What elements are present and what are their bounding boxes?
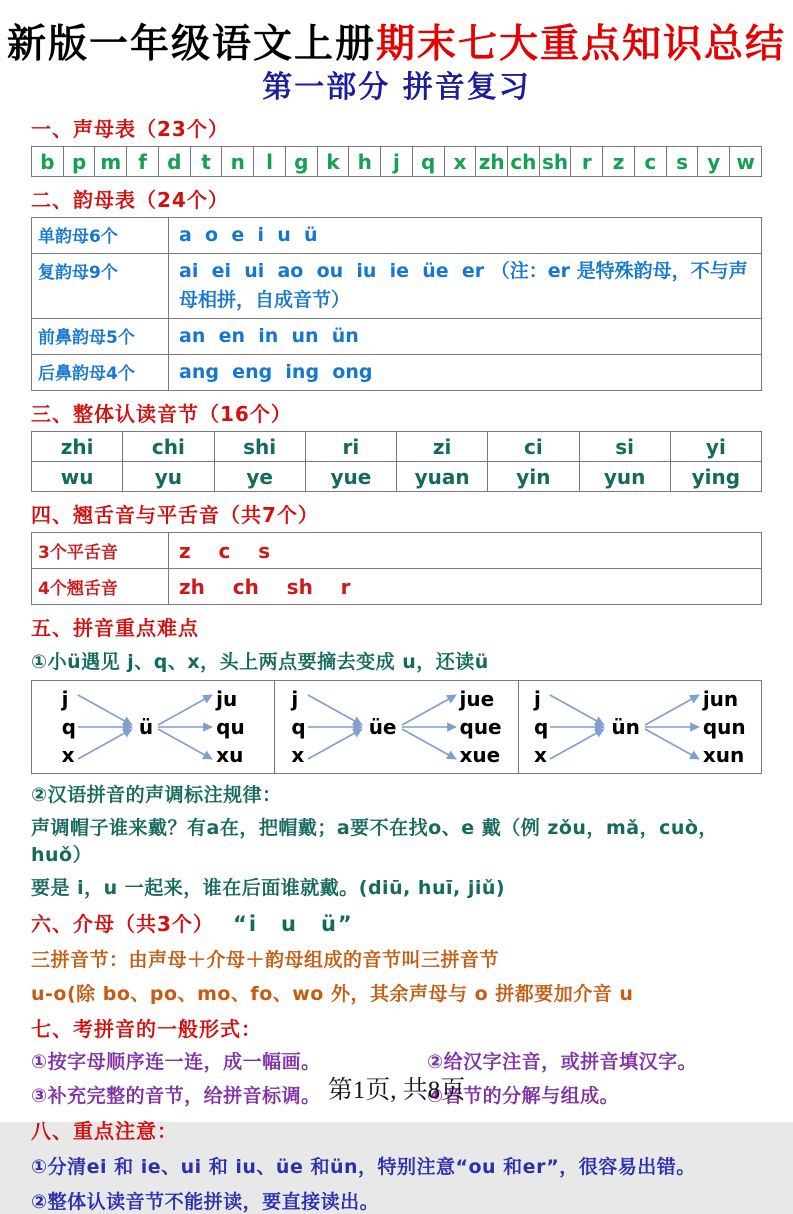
- table-row: [32, 147, 762, 177]
- syllable-cell: zhi: [32, 432, 123, 462]
- title-red-part: 期末七大重点知识总结: [376, 22, 787, 67]
- tongue-row-label: 3个平舌音: [32, 533, 169, 569]
- finals-row-label: 复韵母9个: [32, 254, 169, 319]
- converging-arrows-icon: [548, 685, 610, 769]
- initial-cell: g: [285, 147, 317, 177]
- initial-cell: d: [158, 147, 190, 177]
- diagram-syllable: qu: [216, 715, 245, 740]
- initial-cell: m: [95, 147, 127, 177]
- finals-row-label: 后鼻韵母4个: [32, 355, 169, 391]
- tone-rule-line-2: 要是 i，u 一起来，谁在后面谁就戴。(diū, huī, jiǔ): [31, 877, 506, 900]
- diagram-right-syllables: [460, 686, 502, 768]
- syllable-cell: shi: [214, 432, 305, 462]
- converging-arrows-icon: [306, 685, 368, 769]
- diagram-right-syllables: [703, 686, 746, 768]
- diverging-arrows-icon: [641, 685, 703, 769]
- table-row: [32, 681, 762, 774]
- syllable-cell: yue: [305, 462, 396, 492]
- syllable-cell: yuan: [397, 462, 488, 492]
- initial-cell: c: [634, 147, 666, 177]
- table-row: [32, 355, 762, 391]
- diverging-arrows-icon: [154, 685, 216, 769]
- initial-cell: n: [222, 147, 254, 177]
- tongue-sounds-table: [31, 532, 762, 605]
- initial-cell: k: [317, 147, 349, 177]
- initial-cell: p: [63, 147, 95, 177]
- initial-cell: z: [603, 147, 635, 177]
- section-6-heading-line: [31, 908, 762, 938]
- diagram-syllable: xue: [459, 743, 501, 768]
- diagram-cell: [32, 681, 275, 774]
- diagram-left-letters: [291, 686, 305, 768]
- section-1-heading: 一、声母表（23个）: [31, 117, 229, 142]
- diverging-arrows-icon: [398, 685, 460, 769]
- syllable-cell: ye: [214, 462, 305, 492]
- page-subtitle: 第一部分 拼音复习: [262, 69, 531, 105]
- diagram-letter: j: [61, 687, 69, 712]
- finals-row-value: ai ei ui ao ou iu ie üe er （注：er 是特殊韵母，不与声母相拼，自成音节）: [169, 254, 762, 319]
- initial-cell: x: [444, 147, 476, 177]
- syllable-cell: wu: [32, 462, 123, 492]
- syllable-cell: yun: [579, 462, 670, 492]
- diagram-left-letters: [534, 686, 548, 768]
- exam-form-item: ③补充完整的音节，给拼音标调。: [31, 1085, 321, 1108]
- whole-syllables-table: [31, 431, 762, 492]
- tongue-row-value: zh ch sh r: [169, 569, 762, 605]
- diagram-center-final: ün: [611, 715, 640, 740]
- exam-form-item: ④音节的分解与组成。: [427, 1085, 620, 1108]
- diagram-syllable: ju: [216, 687, 238, 712]
- diagram-left-letters: [62, 686, 76, 768]
- u-o-rule-note: u-o(除 bo、po、mo、fo、wo 外，其余声母与 o 拼都要加介音 u: [31, 983, 634, 1006]
- diagram-letter: q: [534, 715, 549, 740]
- key-note-item: ①分清ei 和 ie、ui 和 iu、üe 和ün，特别注意“ou 和er”，很容易出错。: [31, 1156, 696, 1179]
- finals-row-label: 单韵母6个: [32, 218, 169, 254]
- title-black-part: 新版一年级语文上册: [6, 22, 376, 67]
- initial-cell: b: [32, 147, 64, 177]
- key-note-item: ②整体认读音节不能拼读，要直接读出。: [31, 1191, 380, 1214]
- diagram-center-final: ü: [138, 715, 154, 740]
- diagram-right-syllables: [216, 686, 245, 768]
- section-8-heading: 八、重点注意：: [31, 1119, 178, 1144]
- table-row: [32, 462, 762, 492]
- finals-table: [31, 217, 762, 391]
- tone-rule-line-1: 声调帽子谁来戴？有a在，把帽戴；a要不在找o、e 戴（例 zǒu，mǎ，cuò，huǒ）: [31, 817, 718, 867]
- initial-cell: r: [571, 147, 603, 177]
- diagram-letter: q: [291, 715, 306, 740]
- finals-row-value: an en in un ün: [169, 319, 762, 355]
- initial-cell: j: [381, 147, 413, 177]
- section-2-heading: 二、韵母表（24个）: [31, 188, 229, 213]
- syllable-cell: zi: [397, 432, 488, 462]
- table-row: [32, 533, 762, 569]
- three-pin-syllable-note: 三拼音节：由声母＋介母＋韵母组成的音节叫三拼音节: [31, 949, 500, 972]
- diagram-syllable: que: [459, 715, 502, 740]
- syllable-cell: ying: [670, 462, 761, 492]
- table-row: [32, 218, 762, 254]
- section-5-heading: 五、拼音重点难点: [31, 616, 199, 641]
- tone-rule-title: ②汉语拼音的声调标注规律：: [31, 784, 282, 807]
- diagram-cell: [275, 681, 518, 774]
- table-row: [32, 569, 762, 605]
- u-rule-note: ①小ü遇见 j、q、x，头上两点要摘去变成 u，还读ü: [31, 651, 489, 674]
- initial-cell: q: [412, 147, 444, 177]
- diagram-letter: j: [291, 687, 299, 712]
- page-number-footer: 第1页, 共8页: [327, 1077, 466, 1104]
- initial-cell: l: [254, 147, 286, 177]
- section-7-heading: 七、考拼音的一般形式：: [31, 1017, 262, 1042]
- diagram-letter: j: [534, 687, 541, 712]
- exam-form-item: ①按字母顺序连一连，成一幅画。: [31, 1051, 321, 1074]
- finals-row-value: a o e i u ü: [169, 218, 762, 254]
- diagram-letter: x: [61, 743, 75, 768]
- table-row: [32, 319, 762, 355]
- syllable-cell: chi: [123, 432, 214, 462]
- initial-cell: t: [190, 147, 222, 177]
- section-3-heading: 三、整体认读音节（16个）: [31, 402, 292, 427]
- ju-qu-xu-diagram-table: [31, 680, 762, 774]
- diagram-cell: [518, 681, 761, 774]
- initial-cell: zh: [476, 147, 508, 177]
- initial-cell: sh: [539, 147, 571, 177]
- diagram-center-final: üe: [368, 715, 397, 740]
- initial-cell: s: [666, 147, 698, 177]
- initial-cell: w: [730, 147, 762, 177]
- table-row: [32, 254, 762, 319]
- page-title: [0, 0, 793, 69]
- syllable-cell: ci: [488, 432, 579, 462]
- converging-arrows-icon: [76, 685, 138, 769]
- finals-row-value: ang eng ing ong: [169, 355, 762, 391]
- tongue-row-label: 4个翘舌音: [32, 569, 169, 605]
- medial-vowels-quote: “i u ü”: [233, 912, 354, 937]
- initial-cell: y: [698, 147, 730, 177]
- syllable-cell: yu: [123, 462, 214, 492]
- diagram-letter: x: [291, 743, 305, 768]
- diagram-syllable: xun: [702, 743, 745, 768]
- diagram-syllable: jun: [702, 687, 739, 712]
- syllable-cell: yin: [488, 462, 579, 492]
- tongue-row-value: z c s: [169, 533, 762, 569]
- initials-table: [31, 146, 762, 177]
- finals-row-label: 前鼻韵母5个: [32, 319, 169, 355]
- diagram-letter: x: [534, 743, 547, 768]
- page-content: [0, 113, 793, 1214]
- exam-form-item: ②给汉字注音，或拼音填汉字。: [427, 1051, 698, 1074]
- syllable-cell: si: [579, 432, 670, 462]
- diagram-syllable: qun: [702, 715, 746, 740]
- diagram-syllable: xu: [216, 743, 244, 768]
- initial-cell: h: [349, 147, 381, 177]
- syllable-cell: ri: [305, 432, 396, 462]
- diagram-syllable: jue: [459, 687, 495, 712]
- initial-cell: ch: [508, 147, 540, 177]
- section-4-heading: 四、翘舌音与平舌音（共7个）: [31, 503, 319, 528]
- initial-cell: f: [127, 147, 159, 177]
- table-row: [32, 432, 762, 462]
- syllable-cell: yi: [670, 432, 761, 462]
- section-6-heading: 六、介母（共3个）: [31, 912, 214, 937]
- diagram-letter: q: [61, 715, 76, 740]
